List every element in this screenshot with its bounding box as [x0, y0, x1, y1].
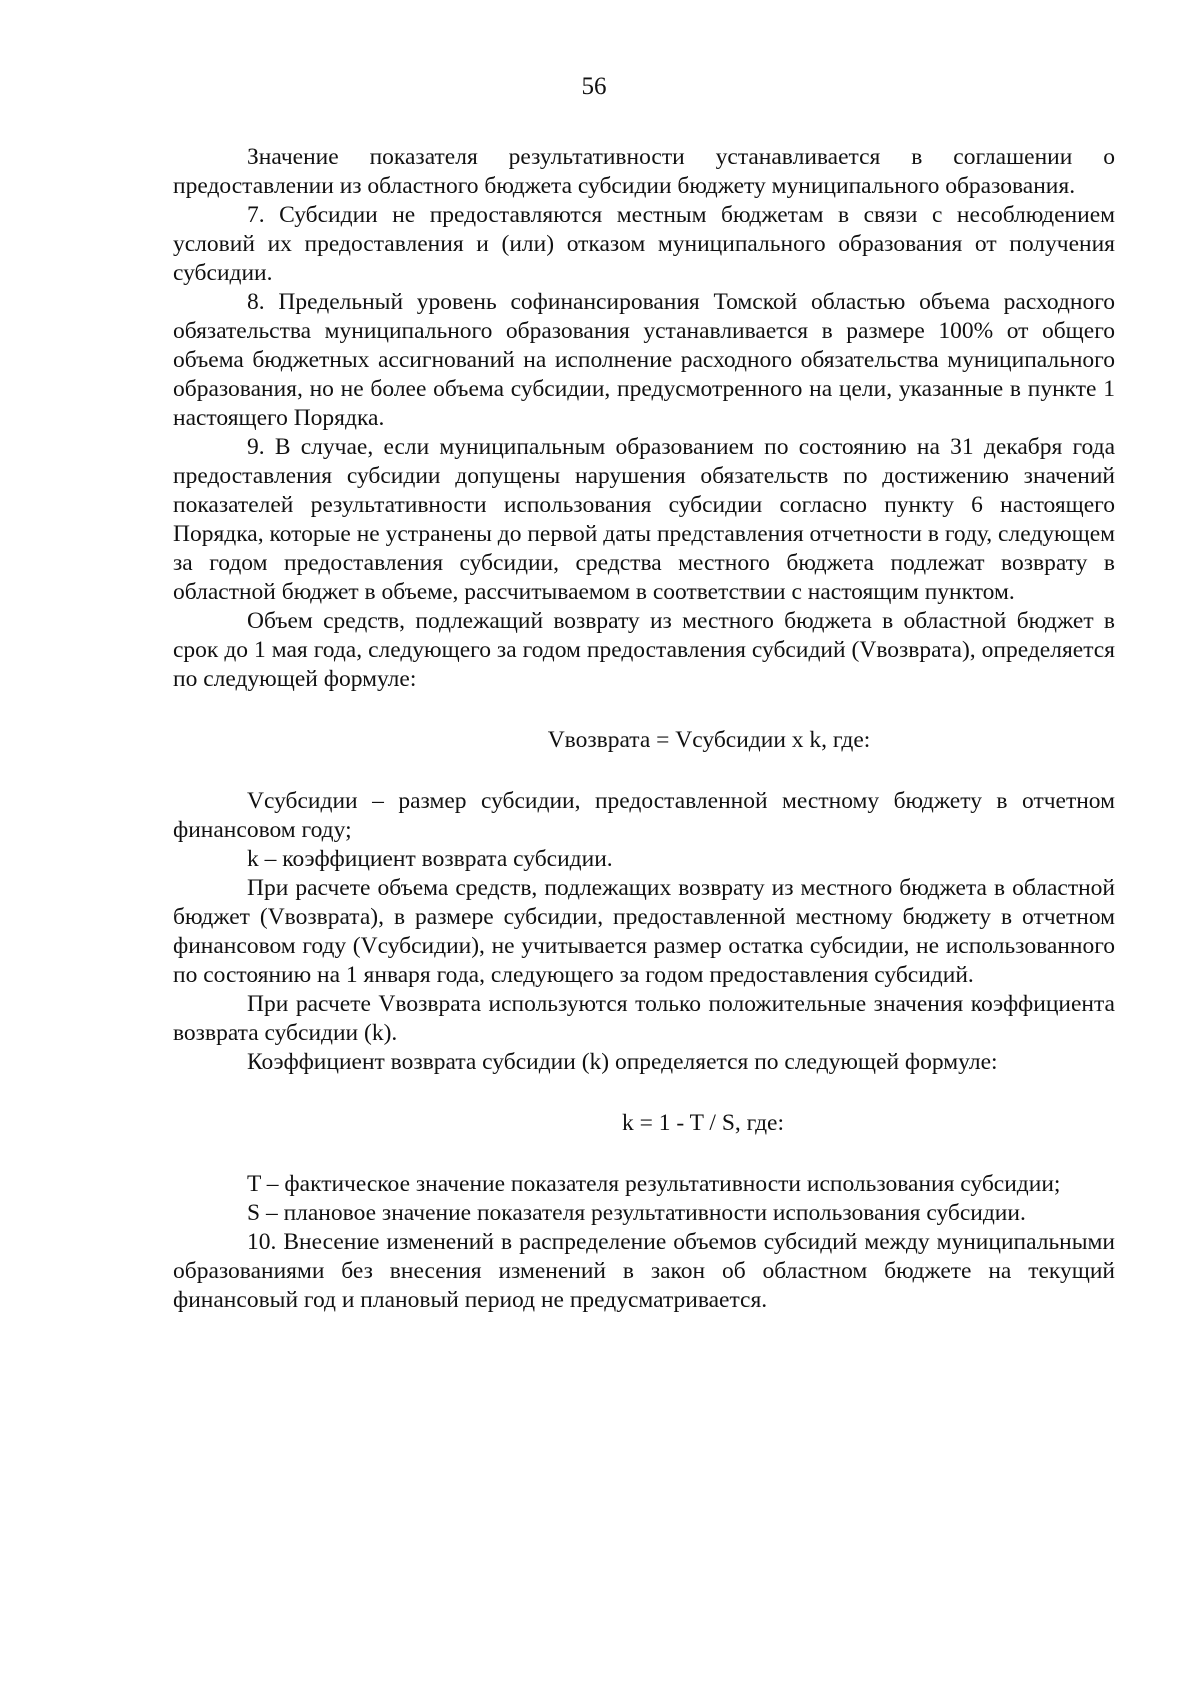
- paragraph-calculation-note: При расчете объема средств, подлежащих возврату из местного бюджета в областной бюджет (Vвозврата), в размере субсидии, предоставленной местному бюджету в отчетном финансовом году (Vсубсидии), не учитывается размер остатка субсидии, не использованного по состоянию на 1 января года, следующего за годом предоставления субсидий.: [173, 875, 1115, 988]
- formula-refund: Vвозврата = Vсубсидии x k, где:: [547, 727, 871, 753]
- paragraph-k-definition: k – коэффициент возврата субсидии.: [247, 846, 613, 872]
- formula-coefficient: k = 1 - T / S, где:: [621, 1110, 785, 1136]
- paragraph-positive-values: При расчете Vвозврата используются только положительные значения коэффициента возврата субсидии (k).: [173, 991, 1115, 1046]
- paragraph-item-7: 7. Субсидии не предоставляются местным бюджетам в связи с несоблюдением условий их предоставления и (или) отказом муниципального образования от получения субсидии.: [173, 202, 1115, 286]
- paragraph-coefficient-intro: Коэффициент возврата субсидии (k) определяется по следующей формуле:: [247, 1049, 998, 1075]
- document-body: [173, 143, 1115, 1315]
- paragraph-t-definition: T – фактическое значение показателя результативности использования субсидии;: [247, 1171, 1061, 1197]
- paragraph-indicator-value: Значение показателя результативности устанавливается в соглашении о предоставлении из областного бюджета субсидии бюджету муниципального образования.: [173, 144, 1115, 199]
- paragraph-refund-volume: Объем средств, подлежащий возврату из местного бюджета в областной бюджет в срок до 1 мая года, следующего за годом предоставления субсидий (Vвозврата), определяется по следующей формуле:: [173, 608, 1115, 692]
- paragraph-s-definition: S – плановое значение показателя результативности использования субсидии.: [247, 1200, 1026, 1226]
- paragraph-item-8: 8. Предельный уровень софинансирования Томской областью объема расходного обязательства муниципального образования устанавливается в размере 100% от общего объема бюджетных ассигнований на исполнение расходного обязательства муниципального образования, но не более объема субсидии, предусмотренного на цели, указанные в пункте 1 настоящего Порядка.: [173, 289, 1115, 431]
- paragraph-item-10: 10. Внесение изменений в распределение объемов субсидий между муниципальными образованиями без внесения изменений в закон об областном бюджете на текущий финансовый год и плановый период не предусматривается.: [173, 1229, 1115, 1313]
- page-number: 56: [581, 73, 607, 100]
- paragraph-v-subsidy-definition: Vсубсидии – размер субсидии, предоставленной местному бюджету в отчетном финансовом году;: [173, 788, 1115, 843]
- paragraph-item-9: 9. В случае, если муниципальным образованием по состоянию на 31 декабря года предоставления субсидии допущены нарушения обязательств по достижению значений показателей результативности использования субсидии согласно пункту 6 настоящего Порядка, которые не устранены до первой даты представления отчетности в году, следующем за годом предоставления субсидии, средства местного бюджета подлежат возврату в областной бюджет в объеме, рассчитываемом в соответствии с настоящим пунктом.: [173, 434, 1115, 605]
